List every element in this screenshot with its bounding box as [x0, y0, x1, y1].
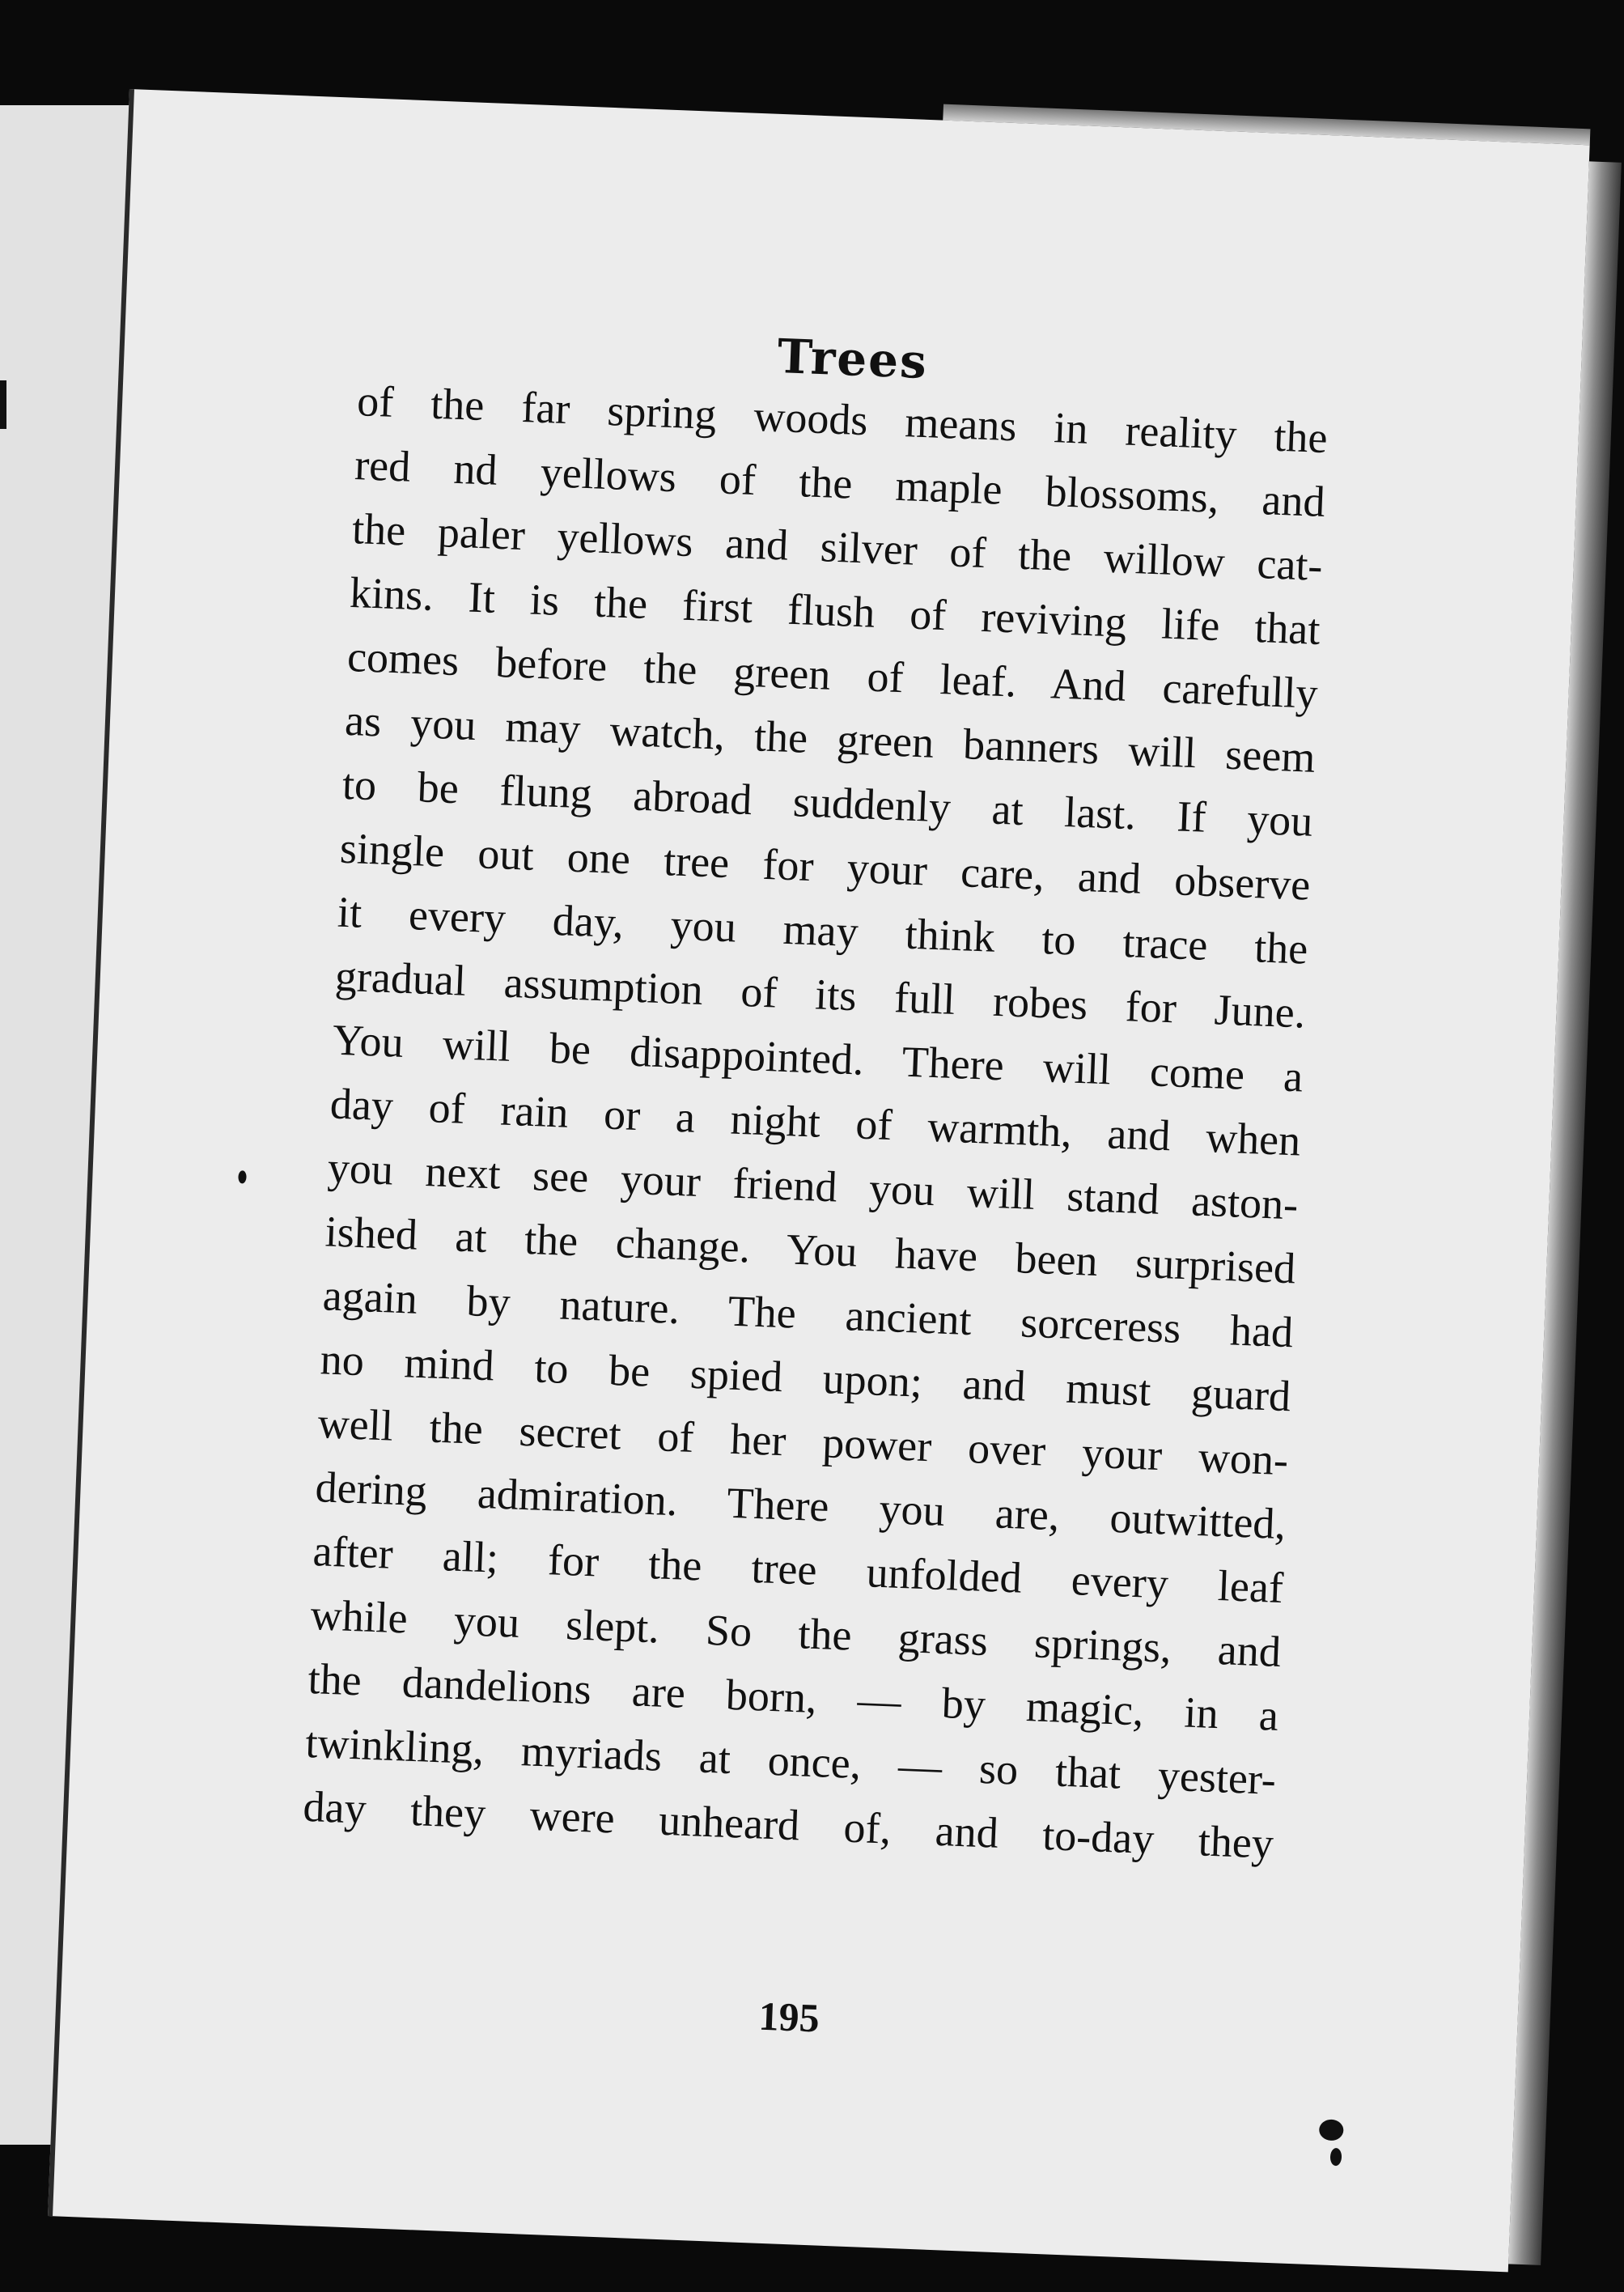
- text-line: red nd yellows of the maple blossoms, and: [354, 440, 1326, 527]
- text-line: you next see your friend you will stand aston-: [326, 1143, 1300, 1229]
- text-line: ished at the change. You have been surprised: [324, 1207, 1297, 1293]
- text-line: comes before the green of leaf. And carefully: [346, 631, 1319, 718]
- book-page: [48, 89, 1590, 2272]
- left-edge-mark: [0, 380, 6, 429]
- ink-speck: [238, 1170, 247, 1183]
- text-line: of the far spring woods means in reality the: [356, 376, 1329, 463]
- text-line: the paler yellows and silver of the willow cat-: [351, 503, 1324, 591]
- page-number: 195: [757, 1993, 820, 2041]
- running-head: Trees: [776, 329, 930, 390]
- ink-speck: [1319, 2119, 1344, 2141]
- text-line: it every day, you may think to trace the: [337, 887, 1309, 974]
- text-line: You will be disappointed. There will come a: [331, 1015, 1304, 1101]
- text-line: to be flung abroad suddenly at last. If you: [341, 759, 1314, 846]
- text-line: single out one tree for your care, and observe: [339, 823, 1312, 910]
- text-line: no mind to be spied upon; and must guard: [319, 1335, 1292, 1421]
- text-line: dering admiration. There you are, outwitted,: [314, 1462, 1287, 1549]
- text-line: the dandelions are born, — by magic, in a: [307, 1653, 1280, 1740]
- text-line: again by nature. The ancient sorceress had: [321, 1271, 1295, 1357]
- text-line: day they were unheard of, and to-day they: [302, 1781, 1274, 1868]
- page-top-shadow: [943, 104, 1590, 146]
- ink-speck: [1330, 2148, 1342, 2167]
- text-line: as you may watch, the green banners will seem: [344, 695, 1317, 782]
- text-line: day of rain or a night of warmth, and when: [329, 1079, 1302, 1165]
- text-line: twinkling, myriads at once, — so that yester-: [304, 1717, 1278, 1804]
- text-line: gradual assumption of its full robes for June.: [333, 951, 1307, 1038]
- page-fore-edge: [1508, 161, 1622, 2265]
- text-line: well the secret of her power over your won-: [316, 1399, 1290, 1485]
- text-line: kins. It is the first flush of reviving life that: [349, 567, 1321, 654]
- body-text: [302, 369, 1329, 1876]
- text-line: after all; for the tree unfolded every leaf: [312, 1526, 1285, 1613]
- text-line: while you slept. So the grass springs, and: [309, 1590, 1283, 1677]
